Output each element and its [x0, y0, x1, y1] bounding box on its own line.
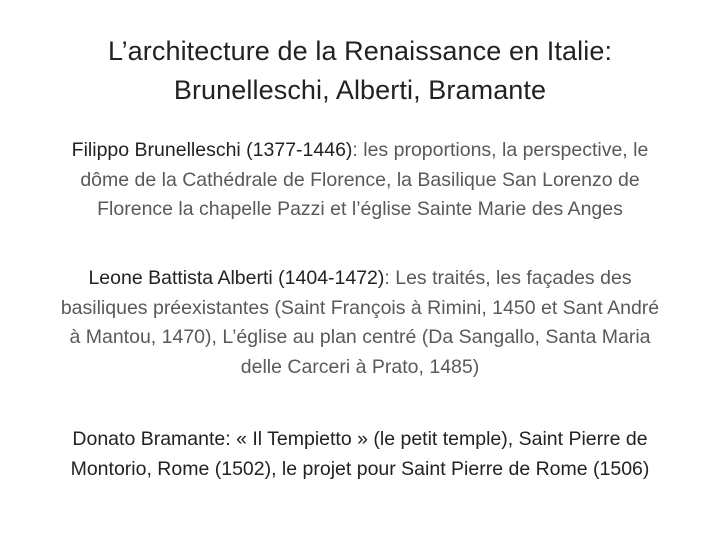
paragraph-brunelleschi: [0, 136, 720, 225]
paragraph-heading: Leone Battista Alberti (1404-1472): [88, 267, 385, 289]
paragraph-line: [0, 264, 720, 294]
paragraph-text: delle Carceri à Prato, 1485): [240, 355, 480, 378]
paragraph-line: [0, 195, 720, 225]
paragraph-text: Florence la chapelle Pazzi et l’église Sainte Marie des Anges: [97, 198, 623, 220]
paragraph-bramante: [0, 425, 720, 484]
paragraph-line: [0, 323, 720, 353]
paragraph-line: [0, 455, 720, 485]
title-line-2: Brunelleschi, Alberti, Bramante: [173, 75, 547, 105]
slide-title: [20, 32, 700, 110]
paragraph-line: [0, 353, 720, 383]
paragraph-line: [0, 425, 720, 455]
paragraph-line: [0, 136, 720, 166]
paragraph-heading: Filippo Brunelleschi (1377-1446): [71, 139, 353, 161]
title-line-1: L’architecture de la Renaissance en Italie:: [107, 36, 613, 66]
paragraph-heading: Donato Bramante: « Il Tempietto » (le petit temple), Saint Pierre de: [72, 428, 648, 450]
paragraph-alberti: [0, 264, 720, 382]
paragraph-text: : Les traités, les façades des: [384, 267, 632, 289]
paragraph-line: [0, 166, 720, 196]
paragraph-text: basiliques préexistantes (Saint François à Rimini, 1450 et Sant André: [60, 296, 660, 319]
paragraph-heading: Montorio, Rome (1502), le projet pour Saint Pierre de Rome (1506): [70, 457, 650, 480]
paragraph-line: [0, 294, 720, 324]
paragraph-text: : les proportions, la perspective, le: [352, 139, 649, 161]
paragraph-text: dôme de la Cathédrale de Florence, la Basilique San Lorenzo de: [80, 168, 640, 191]
paragraph-text: à Mantou, 1470), L’église au plan centré (Da Sangallo, Santa Maria: [69, 326, 651, 348]
